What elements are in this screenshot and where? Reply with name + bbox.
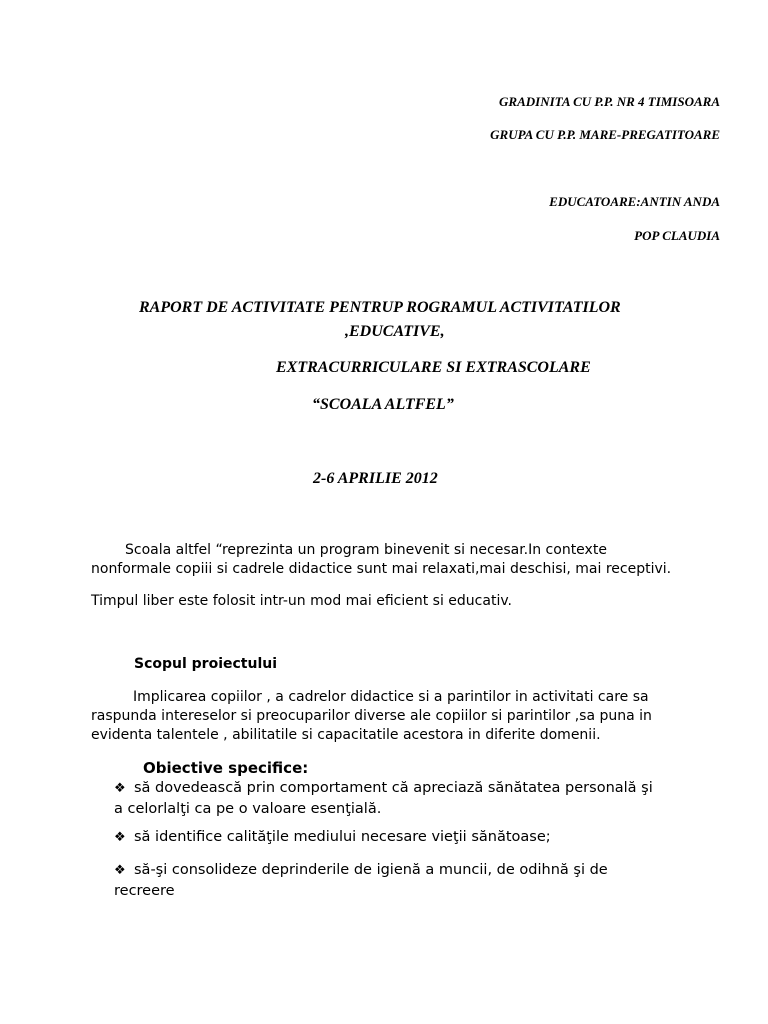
purpose-line-2: raspunda intereselor si preocuparilor diverse ale copiilor si parintilor ,sa puna in: [91, 708, 652, 724]
intro-line-3: Timpul liber este folosit intr-un mod mai eficient si educativ.: [91, 593, 512, 609]
objective-item-1-text-cont: a celorlalţi ca pe o valoare esenţială.: [114, 801, 382, 817]
purpose-line-3: evidenta talentele , abilitatile si capacitatile acestora in diferite domenii.: [91, 727, 601, 743]
objectives-heading: Obiective specifice:: [143, 759, 309, 777]
teacher-name-1: EDUCATOARE:ANTIN ANDA: [549, 194, 720, 209]
diamond-bullet-icon: ❖: [114, 863, 126, 878]
group-name: GRUPA CU P.P. MARE-PREGATITOARE: [490, 127, 720, 142]
objective-item-3-continuation: [114, 881, 175, 902]
objective-item-3-text: să-şi consolideze deprinderile de igienă a muncii, de odihnă şi de: [134, 862, 608, 878]
report-title-line-3: EXTRACURRICULARE SI EXTRASCOLARE: [276, 359, 591, 376]
diamond-bullet-icon: ❖: [114, 781, 126, 796]
purpose-line-1: Implicarea copiilor , a cadrelor didactice si a parintilor in activitati care sa: [133, 689, 649, 705]
objective-item-2-text: să identifice calităţile mediului necesare vieţii sănătoase;: [134, 829, 551, 845]
report-title-line-4: “SCOALA ALTFEL”: [312, 396, 454, 413]
report-title-line-1: RAPORT DE ACTIVITATE PENTRUP ROGRAMUL ACTIVITATILOR: [139, 299, 621, 316]
diamond-bullet-icon: ❖: [114, 830, 126, 845]
teacher-name-2: POP CLAUDIA: [634, 228, 720, 243]
objective-item-1-text: să dovedească prin comportament că apreciază sănătatea personală şi: [134, 780, 653, 796]
report-date: 2-6 APRILIE 2012: [313, 470, 438, 487]
school-name: GRADINITA CU P.P. NR 4 TIMISOARA: [499, 94, 720, 109]
objective-item-2: [114, 827, 551, 848]
purpose-heading: Scopul proiectului: [134, 656, 278, 672]
intro-line-1: Scoala altfel “reprezinta un program binevenit si necesar.In contexte: [125, 542, 607, 558]
objective-item-1: [114, 778, 653, 799]
intro-line-2: nonformale copiii si cadrele didactice sunt mai relaxati,mai deschisi, mai receptivi.: [91, 561, 672, 577]
objective-item-1-continuation: [114, 799, 381, 820]
objective-item-3: [114, 860, 608, 881]
objective-item-3-text-cont: recreere: [114, 883, 175, 899]
report-title-line-2: ,EDUCATIVE,: [345, 323, 445, 340]
